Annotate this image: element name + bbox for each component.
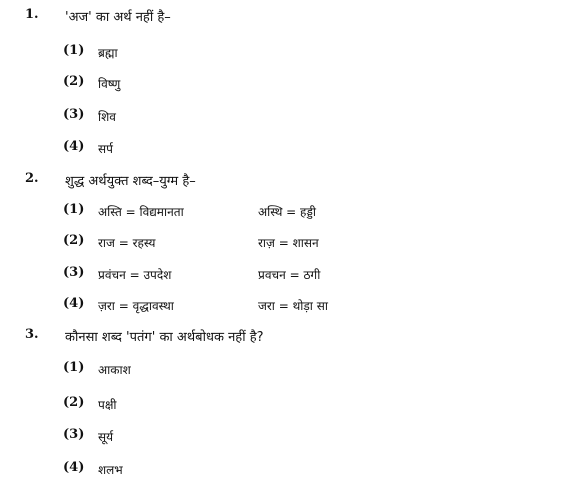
q2-option-1-right: अस्थि = हड्डी [258,205,317,219]
q2-option-2-number: (2) [63,233,85,248]
q3-option-2-text: पक्षी [98,398,117,412]
q2-option-1-left: अस्ति = विद्यमानता [98,205,184,219]
q3-option-3-text: सूर्य [98,430,114,444]
q2-option-4-left: ज़रा = वृद्धावस्था [98,299,174,313]
q2-option-3-right: प्रवचन = ठगी [258,268,321,282]
q2-option-2-right: राज़ = शासन [258,236,319,250]
q1-option-4-text: सर्प [98,142,113,156]
q3-option-2-number: (2) [63,395,85,410]
q2-option-4-right: जरा = थोड़ा सा [258,299,328,313]
q2-option-3-left: प्रवंचन = उपदेश [98,268,172,282]
q1-option-4-number: (4) [63,139,85,154]
q3-option-1-number: (1) [63,360,85,375]
q2-option-2-left: राज = रहस्य [98,236,156,250]
q1-option-3-text: शिव [98,110,116,124]
q1-option-1-number: (1) [63,43,85,58]
q3-option-4-text: शलभ [98,463,123,477]
question-2-text: शुद्ध अर्थयुक्त शब्द–युग्म है– [65,174,196,189]
question-3-text: कौनसा शब्द 'पतंग' का अर्थबोधक नहीं है? [65,330,264,345]
question-2-number: 2. [25,171,39,186]
q1-option-2-text: विष्णु [98,77,121,91]
q3-option-1-text: आकाश [98,363,131,377]
q1-option-3-number: (3) [63,107,85,122]
q3-option-4-number: (4) [63,460,85,475]
question-3-number: 3. [25,327,39,342]
q3-option-3-number: (3) [63,427,85,442]
q1-option-2-number: (2) [63,74,85,89]
question-1-text: 'अज' का अर्थ नहीं है– [65,10,171,25]
q2-option-4-number: (4) [63,296,85,311]
q1-option-1-text: ब्रह्मा [98,46,118,60]
q2-option-3-number: (3) [63,265,85,280]
question-1-number: 1. [25,7,39,22]
q2-option-1-number: (1) [63,202,85,217]
